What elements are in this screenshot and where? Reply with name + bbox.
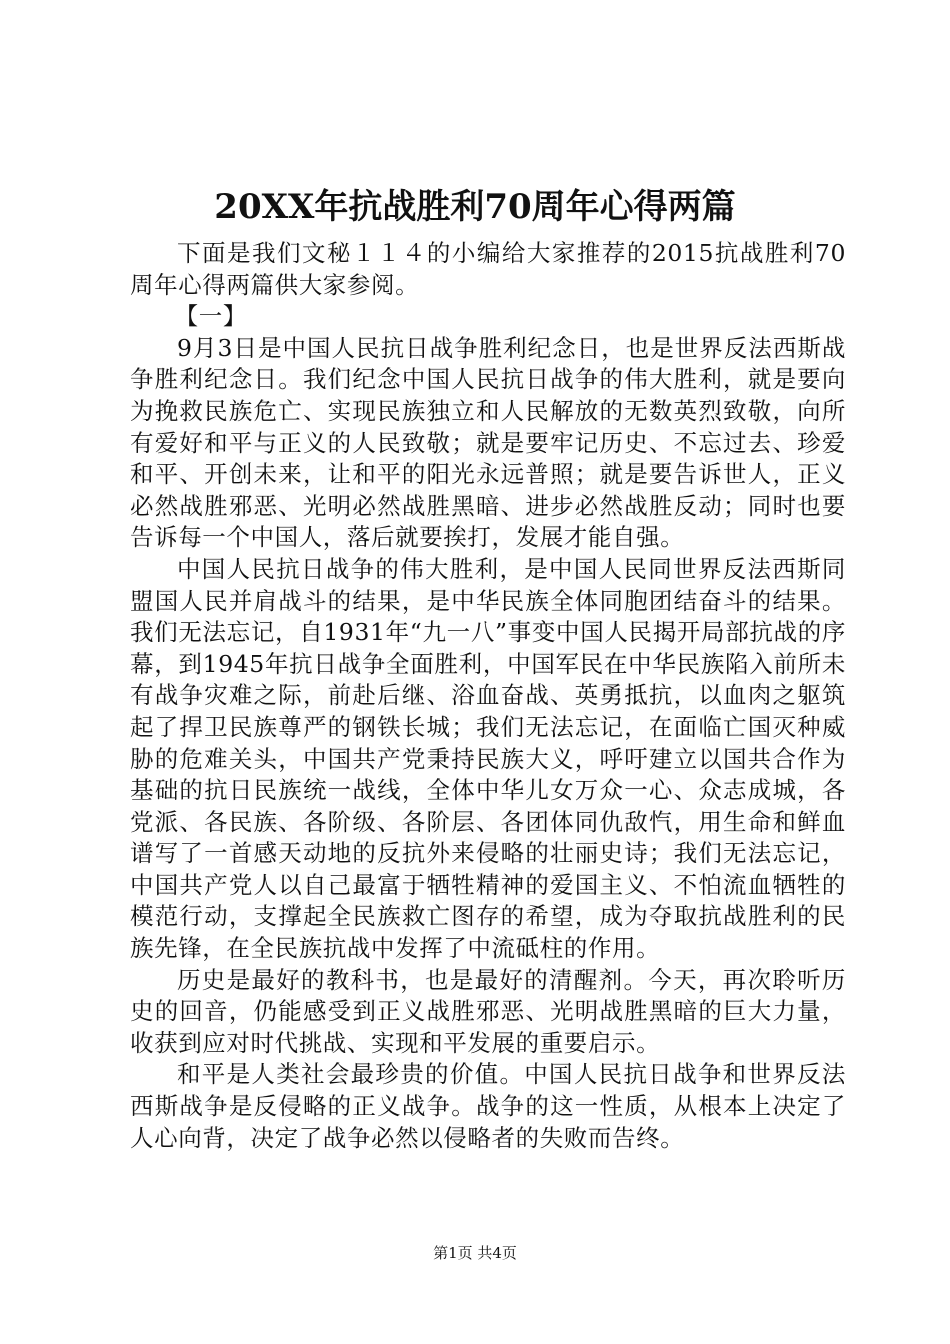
body-paragraph: 中国人民抗日战争的伟大胜利，是中国人民同世界反法西斯同盟国人民并肩战斗的结果，是中华民族全体同胞团结奋斗的结果。我们无法忘记，自1931年“九一八”事变中国人民揭开局部抗战的序幕，到1945年抗日战争全面胜利，中国军民在中华民族陷入前所未有战争灾难之际，前赴后继、浴血奋战、英勇抵抗，以血肉之躯筑起了捍卫民族尊严的钢铁长城；我们无法忘记，在面临亡国灭种威胁的危难关头，中国共产党秉持民族大义，呼吁建立以国共合作为基础的抗日民族统一战线，全体中华儿女万众一心、众志成城，各党派、各民族、各阶级、各阶层、各团体同仇敌忾，用生命和鲜血谱写了一首感天动地的反抗外来侵略的壮丽史诗；我们无法忘记，中国共产党人以自己最富于牺牲精神的爱国主义、不怕流血牺牲的模范行动，支撑起全民族救亡图存的希望，成为夺取抗战胜利的民族先锋，在全民族抗战中发挥了中流砥柱的作用。 xyxy=(130,554,846,963)
page-number-footer: 第1页 共4页 xyxy=(433,1244,517,1262)
intro-paragraph: 下面是我们文秘１１４的小编给大家推荐的2015抗战胜利70周年心得两篇供大家参阅。 xyxy=(130,239,846,299)
body-paragraph: 历史是最好的教科书，也是最好的清醒剂。今天，再次聆听历史的回音，仍能感受到正义战胜邪恶、光明战胜黑暗的巨大力量，收获到应对时代挑战、实现和平发展的重要启示。 xyxy=(130,965,846,1057)
body-paragraph: 9月3日是中国人民抗日战争胜利纪念日，也是世界反法西斯战争胜利纪念日。我们纪念中国人民抗日战争的伟大胜利，就是要向为挽救民族危亡、实现民族独立和人民解放的无数英烈致敬，向所有爱好和平与正义的人民致敬；就是要牢记历史、不忘过去、珍爱和平、开创未来，让和平的阳光永远普照；就是要告诉世人，正义必然战胜邪恶、光明必然战胜黑暗、进步必然战胜反动；同时也要告诉每一个中国人，落后就要挨打，发展才能自强。 xyxy=(130,333,846,552)
body-paragraph: 和平是人类社会最珍贵的价值。中国人民抗日战争和世界反法西斯战争是反侵略的正义战争。战争的这一性质，从根本上决定了人心向背，决定了战争必然以侵略者的失败而告终。 xyxy=(130,1060,846,1152)
document-body xyxy=(130,238,846,1154)
document-title: 20XX年抗战胜利70周年心得两篇 xyxy=(214,187,736,227)
section-heading: 【一】 xyxy=(174,302,247,331)
